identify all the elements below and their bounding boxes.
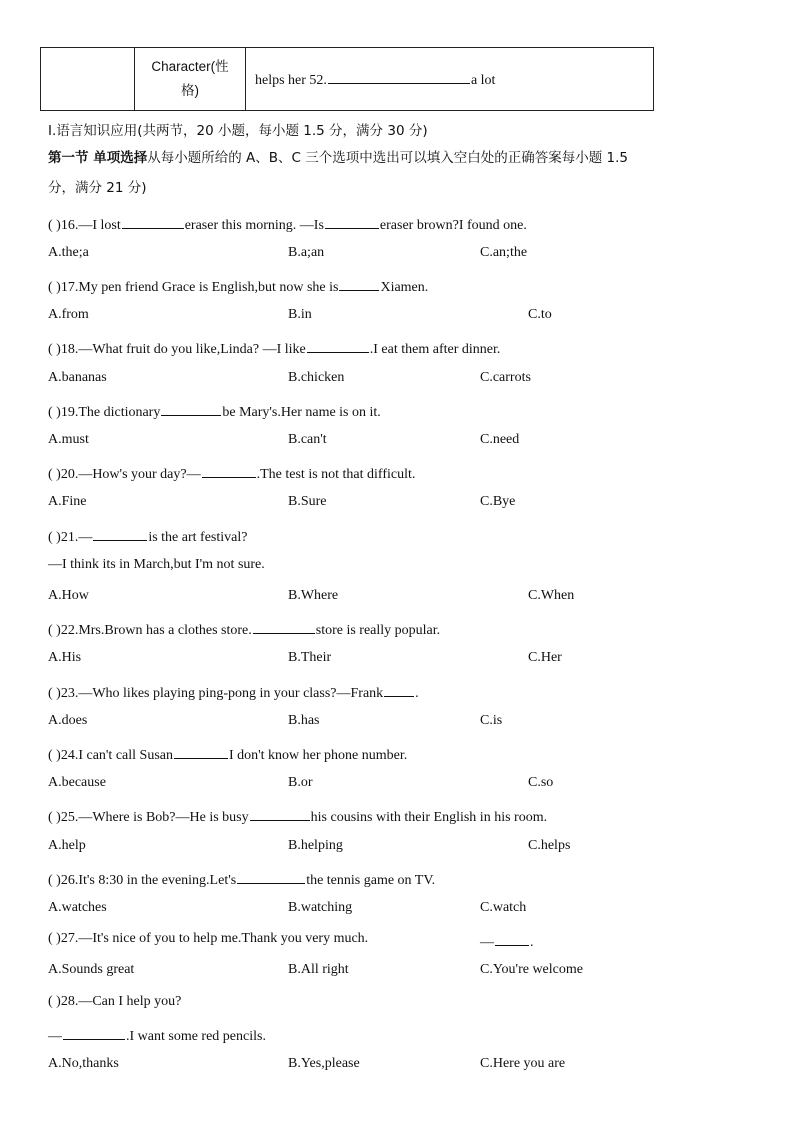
question-21 [48,526,247,546]
q16-option-a[interactable]: A.the;a [48,245,89,260]
q23-option-c[interactable]: C.is [480,713,503,728]
q28-option-a[interactable]: A.No,thanks [48,1056,119,1071]
question-24 [48,744,407,764]
q16-option-b[interactable]: B.a;an [288,245,325,260]
blank-52[interactable] [328,69,470,84]
q19-stem-a: ( )19.The dictionary [48,405,161,420]
q27-option-b[interactable]: B.All right [288,962,349,977]
q21-option-a[interactable]: A.How [48,588,89,603]
q20-option-c[interactable]: C.Bye [480,494,516,509]
q24-option-b[interactable]: B.or [288,775,313,790]
table-row [41,48,654,111]
q26-option-b[interactable]: B.watching [288,900,353,915]
q26-stem-a: ( )26.It's 8:30 in the evening.Let's [48,873,237,888]
q28-blank[interactable] [63,1025,125,1040]
table-cell-empty [41,48,135,111]
q25-blank[interactable] [250,806,310,821]
q22-option-b[interactable]: B.Their [288,650,332,665]
q25-option-b[interactable]: B.helping [288,838,343,853]
character-table [40,47,654,111]
question-16 [48,214,527,234]
question-17 [48,276,428,296]
q21-option-c[interactable]: C.When [528,588,575,603]
question-20 [48,463,415,483]
section-heading: I.语言知识应用(共两节，20 小题，每小题 1.5 分，满分 30 分) [48,123,428,139]
q18-blank[interactable] [307,338,369,353]
q22-stem-b: store is really popular. [315,623,441,638]
part1-line1 [48,143,628,174]
row-text-prefix: helps her 52. [255,73,327,88]
q17-option-b[interactable]: B.in [288,307,312,322]
character-label-line2: 格) [181,83,199,98]
q26-option-a[interactable]: A.watches [48,900,107,915]
question-28-reply [48,1025,266,1045]
question-25 [48,806,547,826]
q24-option-c[interactable]: C.so [528,775,554,790]
q28-stem-a: ( )28.—Can I help you? [48,994,182,1009]
q21-option-b[interactable]: B.Where [288,588,339,603]
question-26 [48,869,435,889]
q20-option-b[interactable]: B.Sure [288,494,327,509]
q27-stem-a: ( )27.—It's nice of you to help me.Thank you very much. [48,931,369,946]
q22-blank[interactable] [253,619,315,634]
q21-blank[interactable] [93,526,147,541]
q26-blank[interactable] [237,869,305,884]
question-18 [48,338,500,358]
q25-stem-b: his cousins with their English in his room. [310,810,548,825]
q23-stem-a: ( )23.—Who likes playing ping-pong in your class?—Frank [48,686,384,701]
q16-blank-1[interactable] [122,214,184,229]
q17-blank[interactable] [339,276,379,291]
q18-stem-b: .I eat them after dinner. [369,342,501,357]
q28-option-b[interactable]: B.Yes,please [288,1056,360,1071]
q24-blank[interactable] [174,744,228,759]
q27-blank[interactable] [495,931,529,946]
q27-option-a[interactable]: A.Sounds great [48,962,135,977]
q26-option-c[interactable]: C.watch [480,900,527,915]
q20-option-a[interactable]: A.Fine [48,494,87,509]
q17-option-c[interactable]: C.to [528,307,552,322]
q20-stem-b: .The test is not that difficult. [256,467,416,482]
table-cell-text [246,48,654,111]
q17-stem-a: ( )17.My pen friend Grace is English,but now she is [48,280,339,295]
part1-bold: 第一节 单项选择 [48,150,148,166]
q28-dash: — [48,1029,62,1044]
q28-reply-text: .I want some red pencils. [126,1029,266,1044]
q19-option-c[interactable]: C.need [480,432,520,447]
q16-stem-b: eraser this morning. —Is [184,218,324,233]
question-19 [48,401,381,421]
part1-line2: 分，满分 21 分) [48,180,147,196]
row-text-suffix: a lot [470,73,496,88]
q17-option-a[interactable]: A.from [48,307,89,322]
question-21-reply: —I think its in March,but I'm not sure. [48,557,265,572]
q19-option-b[interactable]: B.can't [288,432,327,447]
q25-option-a[interactable]: A.help [48,838,86,853]
q16-option-c[interactable]: C.an;the [480,245,528,260]
question-27-reply [480,931,534,951]
q23-stem-b: . [415,686,419,701]
character-label-line1: Character(性 [151,59,229,74]
q23-option-a[interactable]: A.does [48,713,88,728]
q21-stem-a: ( )21.— [48,530,93,545]
q16-stem-a: ( )16.—I lost [48,218,121,233]
q24-stem-a: ( )24.I can't call Susan [48,748,173,763]
q16-blank-2[interactable] [325,214,379,229]
q24-option-a[interactable]: A.because [48,775,106,790]
question-27 [48,931,368,947]
q17-stem-b: Xiamen. [380,280,429,295]
q22-stem-a: ( )22.Mrs.Brown has a clothes store. [48,623,252,638]
q18-option-c[interactable]: C.carrots [480,370,531,385]
table-cell-character [135,48,246,111]
q26-stem-b: the tennis game on TV. [306,873,436,888]
q18-stem-a: ( )18.—What fruit do you like,Linda? —I like [48,342,306,357]
question-22 [48,619,440,639]
q25-option-c[interactable]: C.helps [528,838,571,853]
q25-stem-a: ( )25.—Where is Bob?—He is busy [48,810,249,825]
q23-blank[interactable] [384,682,414,697]
q18-option-b[interactable]: B.chicken [288,370,345,385]
q19-stem-b: be Mary's.Her name is on it. [222,405,381,420]
q27-dash: — [480,935,494,950]
q19-blank[interactable] [161,401,221,416]
q22-option-a[interactable]: A.His [48,650,82,665]
question-23 [48,682,419,702]
q28-option-c[interactable]: C.Here you are [480,1056,566,1071]
q19-option-a[interactable]: A.must [48,432,89,447]
q27-option-c[interactable]: C.You're welcome [480,962,583,977]
q16-stem-c: eraser brown?I found one. [379,218,527,233]
q18-option-a[interactable]: A.bananas [48,370,107,385]
q22-option-c[interactable]: C.Her [528,650,562,665]
q20-blank[interactable] [202,463,256,478]
q24-stem-b: I don't know her phone number. [228,748,408,763]
q27-period: . [530,935,534,950]
part1-rest: 从每小题所给的 A、B、C 三个选项中选出可以填入空白处的正确答案每小题 1.5 [147,150,628,166]
q20-stem-a: ( )20.—How's your day?— [48,467,201,482]
q21-stem-b: is the art festival? [148,530,248,545]
question-28 [48,994,181,1010]
q23-option-b[interactable]: B.has [288,713,320,728]
